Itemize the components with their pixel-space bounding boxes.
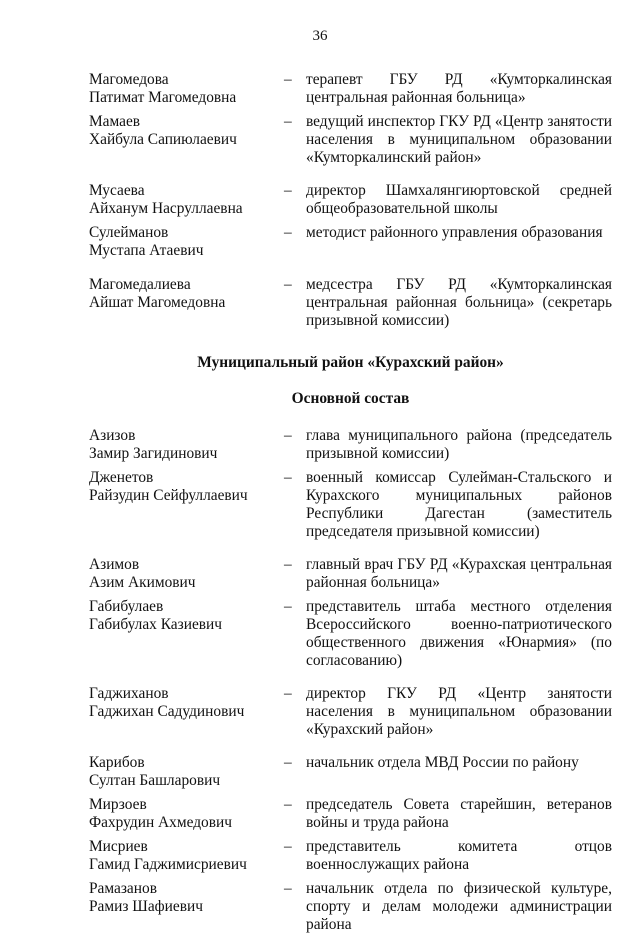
surname: Мисриев [89,838,148,855]
role-text: представитель штаба местного отделения Всероссийского военно-патриотического общественного движения «Юнармия» (по согласованию) [306,598,612,669]
list-item [89,685,612,739]
person-name [89,113,284,149]
list-item [89,224,612,260]
person-name [89,685,284,721]
person-name [89,276,284,312]
dash: – [284,276,292,293]
role-text: медсестра ГБУ РД «Кумторкалинская центральная районная больница» (секретарь призывной комиссии) [306,276,612,329]
role-text: председатель Совета старейшин, ветеранов войны и труда района [306,796,612,831]
person-name [89,598,284,634]
surname: Магомедова [89,71,169,88]
role-text: военный комиссар Сулейман-Стальского и Курахского муниципальных районов Республики Дагестан (заместитель председателя призывной комиссии) [306,469,612,540]
given-name: Айшат Магомедовна [89,294,226,311]
section-title: Муниципальный район «Курахский район» [197,354,504,371]
list-item [89,71,612,107]
given-name: Рамиз Шафиевич [89,898,203,915]
role-text: главный врач ГБУ РД «Курахская центральная районная больница» [306,556,612,591]
given-name: Мустапа Атаевич [89,242,204,259]
list-item [89,796,612,832]
given-name: Гаджихан Садудинович [89,703,245,720]
list-item [89,754,612,790]
dash: – [284,427,292,444]
surname: Сулейманов [89,224,169,241]
list-item [89,276,612,330]
dash: – [284,754,292,771]
given-name: Фахрудин Ахмедович [89,814,233,831]
given-name: Хайбула Сапиюлаевич [89,131,237,148]
given-name: Райзудин Сейфуллаевич [89,487,248,504]
surname: Азизов [89,427,136,444]
list-item [89,880,612,934]
person-name [89,838,284,874]
surname: Габибулаев [89,598,164,615]
page-number: 36 [312,28,328,44]
person-name [89,556,284,592]
given-name: Патимат Магомедовна [89,89,237,106]
dash: – [284,838,292,855]
list-item [89,469,612,541]
surname: Магомедалиева [89,276,191,293]
person-name [89,71,284,107]
person-name [89,182,284,218]
surname: Карибов [89,754,145,771]
dash: – [284,556,292,573]
person-name [89,469,284,505]
subsection-title: Основной состав [291,390,410,407]
person-name [89,224,284,260]
role-text: директор Шамхалянгиюртовской средней общеобразовательной школы [306,182,612,217]
list-item [89,427,612,463]
given-name: Габибулах Казиевич [89,616,223,633]
list-item [89,838,612,874]
surname: Гаджиханов [89,685,169,702]
surname: Мусаева [89,182,145,199]
dash: – [284,182,292,199]
dash: – [284,113,292,130]
list-item [89,598,612,670]
role-text: представитель комитета отцов военнослужащих района [306,838,612,873]
role-text: начальник отдела по физической культуре, спорту и делам молодежи администрации района [306,880,612,933]
person-name [89,796,284,832]
role-text: ведущий инспектор ГКУ РД «Центр занятости населения в муниципальном образовании «Кумторкалинский район» [306,113,612,166]
role-text: методист районного управления образования [306,224,603,241]
person-name [89,754,284,790]
surname: Мирзоев [89,796,147,813]
list-item [89,556,612,592]
role-text: глава муниципального района (председатель призывной комиссии) [306,427,612,462]
surname: Мамаев [89,113,141,130]
dash: – [284,598,292,615]
surname: Рамазанов [89,880,157,897]
list-item [89,113,612,167]
dash: – [284,71,292,88]
dash: – [284,880,292,897]
dash: – [284,469,292,486]
given-name: Султан Башларович [89,772,221,789]
given-name: Азим Акимович [89,574,196,591]
person-name [89,427,284,463]
role-text: начальник отдела МВД России по району [306,754,579,771]
surname: Дженетов [89,469,154,486]
given-name: Замир Загидинович [89,445,218,462]
person-name [89,880,284,916]
dash: – [284,685,292,702]
dash: – [284,796,292,813]
document-body [89,71,612,934]
dash: – [284,224,292,241]
given-name: Айханум Насруллаевна [89,200,243,217]
role-text: терапевт ГБУ РД «Кумторкалинская центральная районная больница» [306,71,612,106]
given-name: Гамид Гаджимисриевич [89,856,247,873]
list-item [89,182,612,218]
role-text: директор ГКУ РД «Центр занятости населения в муниципальном образовании «Курахский район» [306,685,612,738]
surname: Азимов [89,556,140,573]
